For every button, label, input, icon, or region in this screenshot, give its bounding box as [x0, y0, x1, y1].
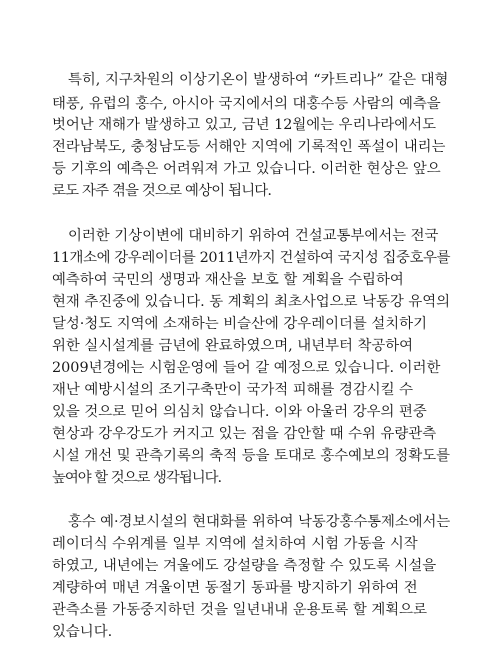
text-line: 전라남북도, 충청남도등 서해안 지역에 기록적인 폭설이 내리는 — [52, 138, 446, 155]
text-line: 홍수 예·경보시설의 현대화를 위하여 낙동강홍수통제소에서는 — [68, 513, 451, 530]
text-line: 시설 개선 및 관측기록의 축적 등을 토대로 홍수예보의 정확도를 — [52, 447, 451, 464]
text-line: 위한 실시설계를 금년에 완료하였으며, 내년부터 착공하여 — [52, 337, 414, 354]
text-line: 11개소에 강우레이더를 2011년까지 건설하여 국지성 집중호우를 — [52, 249, 451, 266]
text-line: 하였고, 내년에는 겨울에도 강설량을 측정할 수 있도록 시설을 — [52, 558, 437, 574]
text-line: 이러한 기상이변에 대비하기 위하여 건설교통부에서는 전국 — [68, 227, 439, 244]
text-line: 관측소를 가동중지하던 것을 일년내내 운용토록 할 계획으로 — [52, 602, 427, 618]
text-line: 현상과 강우강도가 커지고 있는 점을 감안할 때 수위 유량관측 — [52, 425, 437, 442]
text-line: 있을 것으로 믿어 의심치 않습니다. 이와 아울러 강우의 편중 — [52, 403, 427, 420]
text-line: 특히, 지구차원의 이상기온이 발생하여 “카트리나” 같은 대형 — [68, 72, 449, 88]
text-line: 레이더식 수위계를 일부 지역에 설치하여 시험 가동을 시작 — [52, 536, 418, 552]
text-line: 로도 자주 겪을 것으로 예상이 됩니다. — [52, 182, 272, 199]
text-line: 계량하여 매년 겨울이면 동절기 동파를 방지하기 위하여 전 — [52, 580, 418, 596]
text-line: 있습니다. — [52, 624, 113, 640]
text-line: 달성·청도 지역에 소재하는 비슬산에 강우레이더를 설치하기 — [52, 315, 427, 332]
text-line: 벗어난 재해가 발생하고 있고, 금년 12월에는 우리나라에서도 — [52, 116, 436, 133]
text-line: 현재 추진중에 있습니다. 동 계획의 최초사업으로 낙동강 유역의 — [52, 293, 451, 310]
text-line: 재난 예방시설의 조기구축만이 국가적 피해를 경감시킬 수 — [52, 381, 414, 398]
text-line: 등 기후의 예측은 어려워져 가고 있습니다. 이러한 현상은 앞으 — [52, 160, 441, 177]
text-line: 태풍, 유럽의 홍수, 아시아 국지에서의 대홍수등 사람의 예측을 — [52, 95, 441, 112]
text-line: 2009년경에는 시험운영에 들어 갈 예정으로 있습니다. 이러한 — [52, 359, 441, 376]
text-line: 예측하여 국민의 생명과 재산을 보호 할 계획을 수립하여 — [52, 271, 404, 288]
text-line: 높여야 할 것으로 생각됩니다. — [52, 469, 222, 486]
